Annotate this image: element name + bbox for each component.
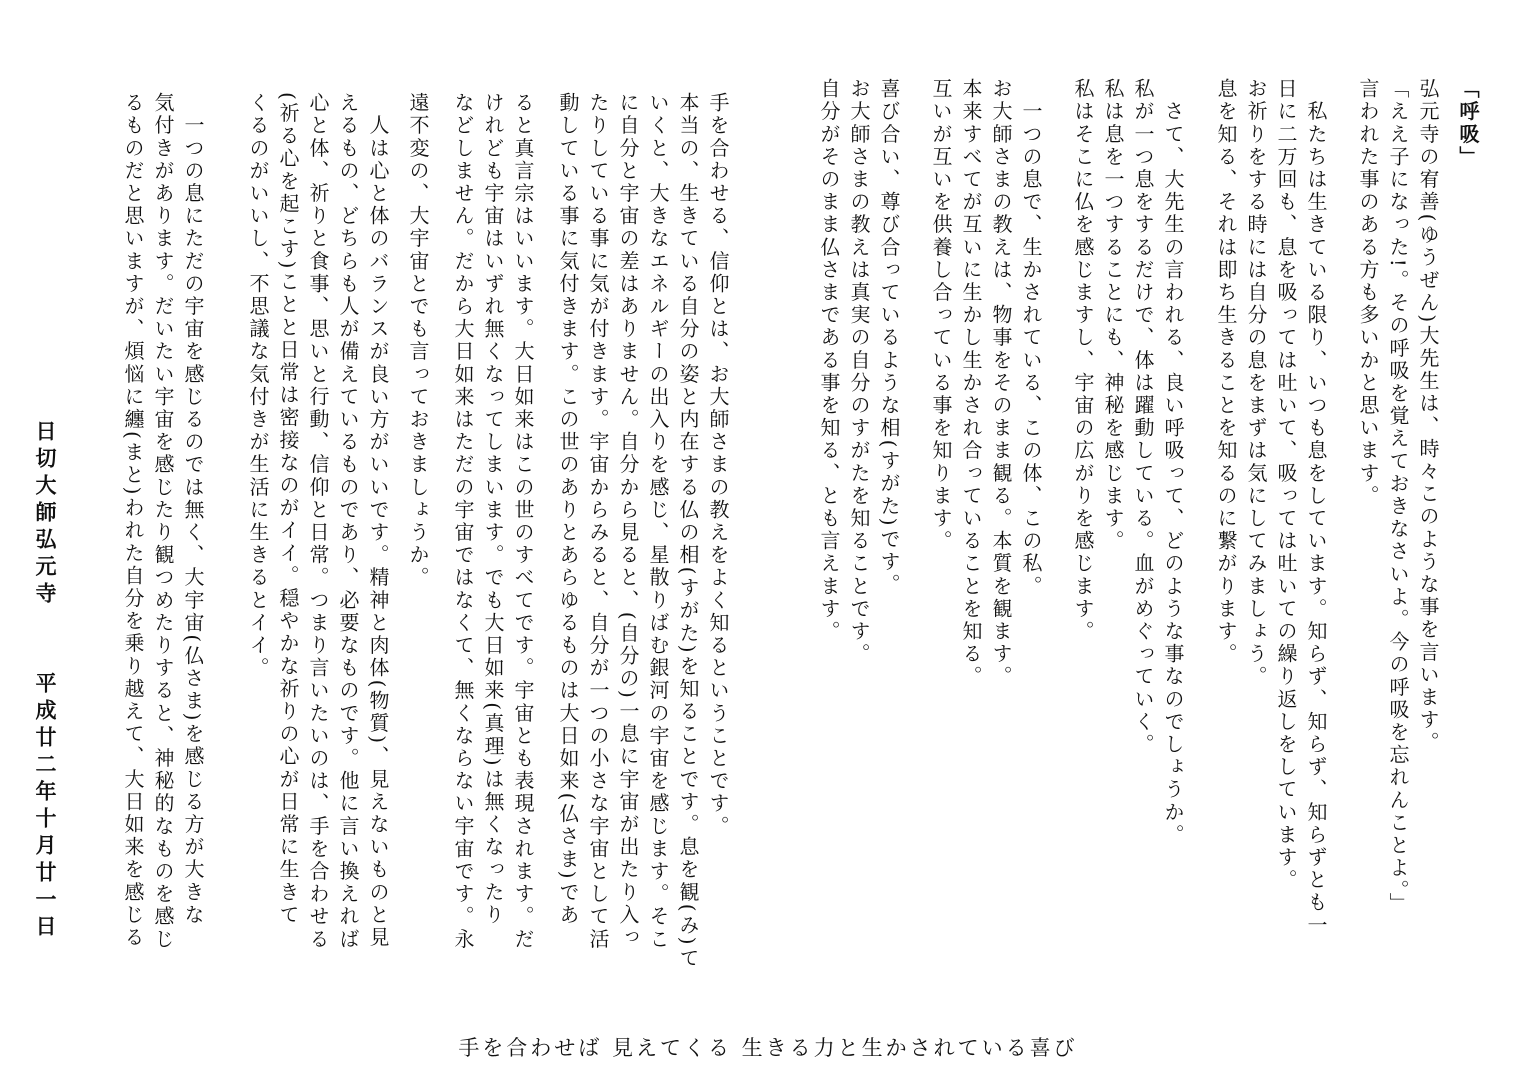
text-column: 一つの息で、生かされている、この体、この私。: [1019, 78, 1043, 598]
text-column: 弘元寺の宥善(ゆうぜん)大先生は、時々このような事を言います。: [1416, 78, 1440, 755]
text-column: るものだと思いますが、煩悩に纏(まと)われた自分を乗り越えて、大日如来を感じる: [121, 92, 145, 950]
text-column: 私が一つ息をするだけで、体は躍動している。血がめぐっていく。: [1131, 78, 1155, 756]
text-column: に自分と宇宙の差はありません。自分から見ると、(自分の)一息に宇宙が出たり入っ: [616, 92, 640, 950]
text-column: お大師さまの教えは真実の自分のすがたを知ることです。: [847, 78, 871, 666]
text-column: お大師さまの教えは、物事をそのまま観る。本質を観ます。: [989, 78, 1013, 689]
text-column: 互いが互いを供養し合っている事を知ります。: [929, 78, 953, 553]
text-column: 動している事に気付きます。この世のありとあらゆるものは大日如来(仏さま)であ: [556, 92, 580, 927]
text-column: 一つの息にただの宇宙を感じるのでは無く、大宇宙(仏さま)を感じる方が大きな: [181, 92, 205, 927]
text-column: 息を知る、それは即ち生きることを知るのに繋がります。: [1214, 78, 1238, 666]
text-column: けれども宇宙はいずれ無くなってしまいます。でも大日如来(真理)は無くなったり: [481, 92, 505, 927]
date: 平成廿二年十月廿一日: [33, 672, 58, 942]
text-column: さて、大先生の言われる、良い呼吸って、どのような事なのでしょうか。: [1161, 78, 1185, 847]
page-title: 「呼吸」: [1456, 78, 1480, 169]
text-column: 私たちは生きている限り、いつも息をしています。知らず、知らず、知らずとも一: [1304, 78, 1328, 937]
text-column: たりしている事に気が付きます。宇宙からみると、自分が一つの小さな宇宙として活: [586, 92, 610, 951]
text-column: 日に二万回も、息を吸っては吐いて、吸っては吐いての繰り返しをしています。: [1274, 78, 1298, 892]
text-column: 「ええ子になった!。その呼吸を覚えておきなさいよ。今の呼吸を忘れんことよ。」: [1386, 78, 1410, 915]
text-column: 気付きがあります。だいたい宇宙を感じたり観つめたりすると、神秘的なものを感じ: [151, 92, 175, 951]
text-column: (祈る心を起こす)ことと日常は密接なのがイイ。穏やかな祈りの心が日常に生きて: [276, 92, 300, 927]
text-column: 言われた事のある方も多いかと思います。: [1356, 78, 1380, 508]
text-column: 私は息を一つすることにも、神秘を感じます。: [1101, 78, 1125, 553]
text-column: 心と体、祈りと食事、思いと行動、信仰と日常。つまり言いたいのは、手を合わせる: [306, 92, 330, 951]
footer-motto: 手を合わせば 見えてくる 生きる力と生かされている喜び: [458, 1036, 1078, 1060]
text-column: 自分がそのまま仏さまである事を知る、とも言えます。: [817, 78, 841, 643]
text-column: 喜び合い、尊び合っているような相(すがた)です。: [877, 78, 901, 597]
signature: 日切大師弘元寺: [33, 420, 58, 609]
text-column: ると真言宗はいいます。大日如来はこの世のすべてです。宇宙とも表現されます。だ: [511, 92, 535, 951]
text-column: いくと、大きなエネルギーの出入りを感じ、星散りばむ銀河の宇宙を感じます。そこ: [646, 92, 670, 951]
text-column: 手を合わせる、信仰とは、お大師さまの教えをよく知るということです。: [706, 92, 730, 838]
text-column: えるもの、どちらも人が備えているものであり、必要なものです。他に言い換えれば: [336, 92, 360, 951]
text-column: 私はそこに仏を感じますし、宇宙の広がりを感じます。: [1071, 78, 1095, 643]
text-column: お祈りをする時には自分の息をまずは気にしてみましょう。: [1244, 78, 1268, 689]
text-column: 人は心と体のバランスが良い方がいいです。精神と肉体(物質)、見えないものと見: [366, 92, 390, 950]
text-column: 本当の、生きている自分の姿と内在する仏の相(すがた)を知ることです。息を観(み)て: [676, 92, 700, 970]
text-column: などしません。だから大日如来はただの宇宙ではなくて、無くならない宇宙です。永: [451, 92, 475, 951]
text-column: 遠不変の、大宇宙とでも言っておきましょうか。: [406, 92, 430, 590]
text-column: くるのがいいし、不思議な気付きが生活に生きるとイイ。: [246, 92, 270, 680]
text-column: 本来すべてが互いに生かし生かされ合っていることを知る。: [959, 78, 983, 689]
